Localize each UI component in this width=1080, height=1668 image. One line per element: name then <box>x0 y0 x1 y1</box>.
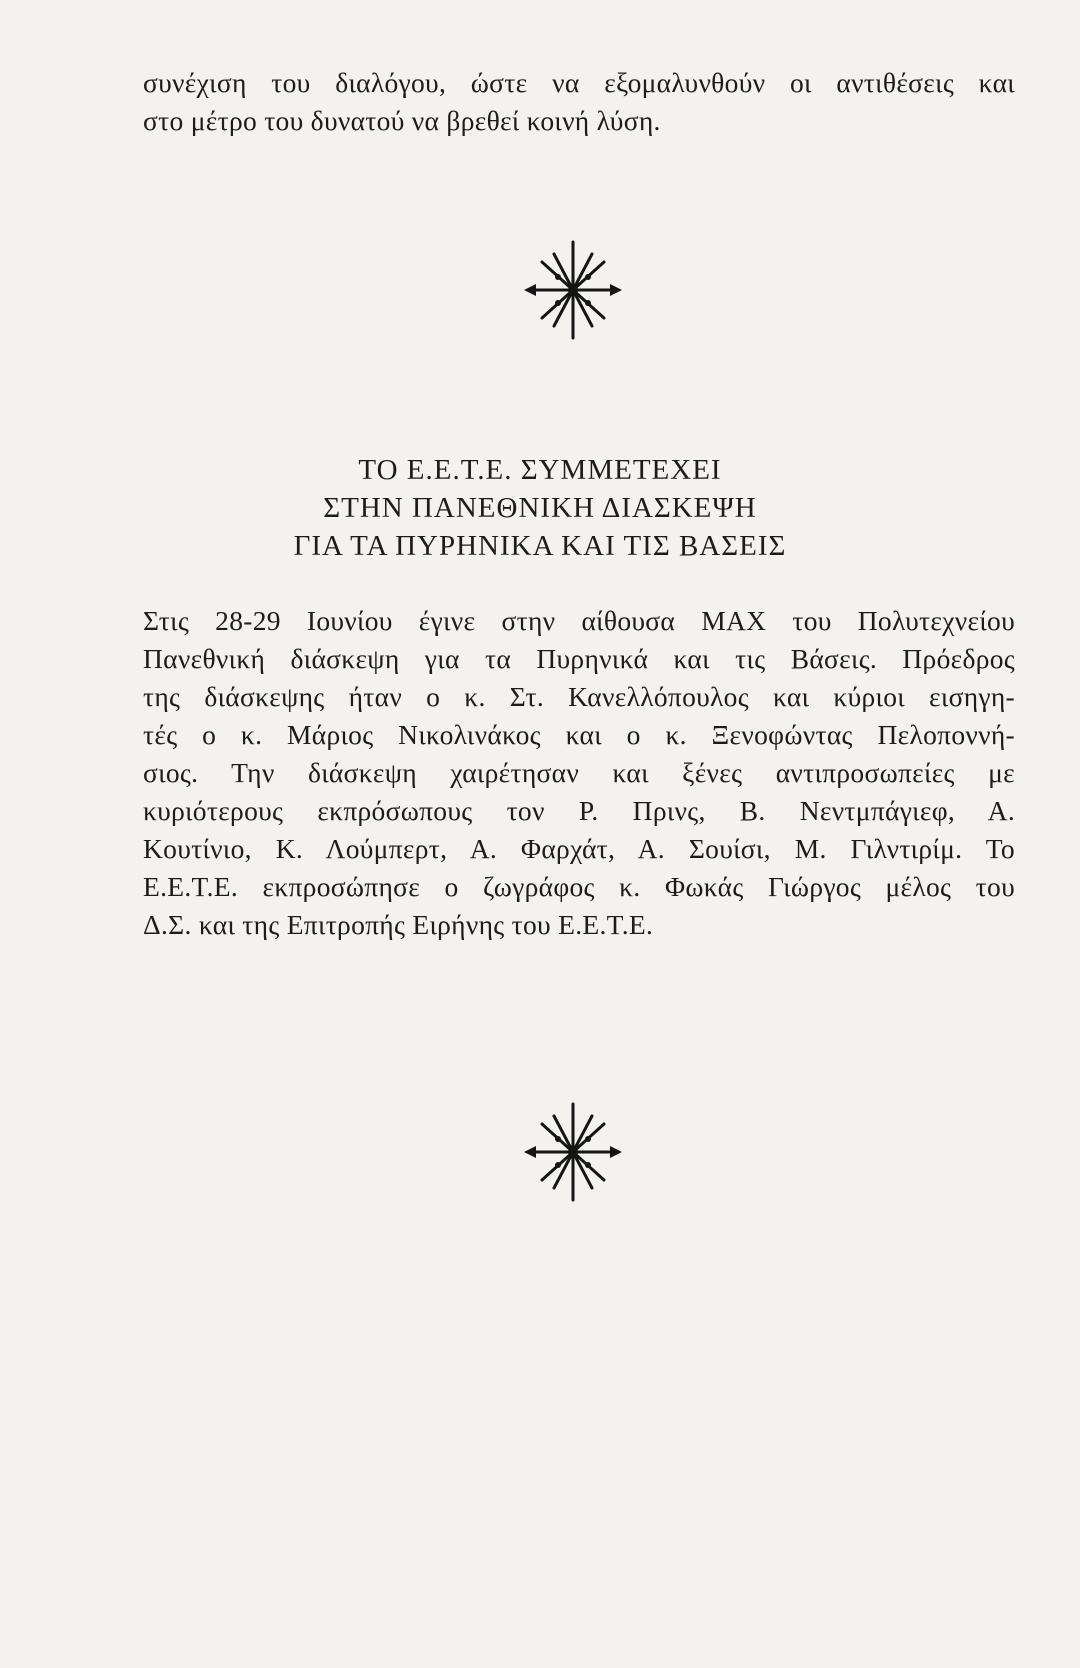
article-body-line-8: Ε.Ε.Τ.Ε. εκπροσώπησε ο ζωγράφος κ. Φωκάς Γιώργος μέλος του <box>143 871 1015 902</box>
article-body-line-5: σιος. Την διάσκεψη χαιρέτησαν και ξένες αντιπροσωπείες με <box>143 757 1015 788</box>
article-body-line-4: τές ο κ. Μάριος Νικολινάκος και ο κ. Ξενοφώντας Πελοποννή- <box>143 719 1015 750</box>
intro-line-1: συνέχιση του διαλόγου, ώστε να εξομαλυνθούν οι αντιθέσεις και <box>143 67 1015 98</box>
article-body-line-7: Κουτίνιο, Κ. Λούμπερτ, Α. Φαρχάτ, Α. Σουίσι, Μ. Γιλντιρίμ. Το <box>143 833 1015 864</box>
star-ornament-icon <box>518 240 628 340</box>
star-ornament-icon <box>518 1102 628 1202</box>
article-heading-line-1: ΤΟ Ε.Ε.Τ.Ε. ΣΥΜΜΕΤΕΧΕΙ <box>358 454 722 486</box>
article-heading-line-2: ΣΤΗΝ ΠΑΝΕΘΝΙΚΗ ΔΙΑΣΚΕΨΗ <box>323 492 757 524</box>
intro-line-2: στο μέτρο του δυνατού να βρεθεί κοινή λύση. <box>143 105 661 136</box>
article-body-line-9: Δ.Σ. και της Επιτροπής Ειρήνης του Ε.Ε.Τ.Ε. <box>143 909 654 940</box>
article-body-line-6: κυριότερους εκπρόσωπους τον Ρ. Πρινς, Β. Νεντμπάγιεφ, Α. <box>143 795 1015 826</box>
article-body-line-1: Στις 28-29 Ιουνίου έγινε στην αίθουσα ΜΑΧ του Πολυτεχνείου <box>143 605 1015 636</box>
article-body-line-2: Πανεθνική διάσκεψη για τα Πυρηνικά και τις Βάσεις. Πρόεδρος <box>143 643 1015 674</box>
article-body-line-3: της διάσκεψης ήταν ο κ. Στ. Κανελλόπουλος και κύριοι εισηγη- <box>143 681 1015 712</box>
article-heading-line-3: ΓΙΑ ΤΑ ΠΥΡΗΝΙΚΑ ΚΑΙ ΤΙΣ ΒΑΣΕΙΣ <box>293 530 787 562</box>
